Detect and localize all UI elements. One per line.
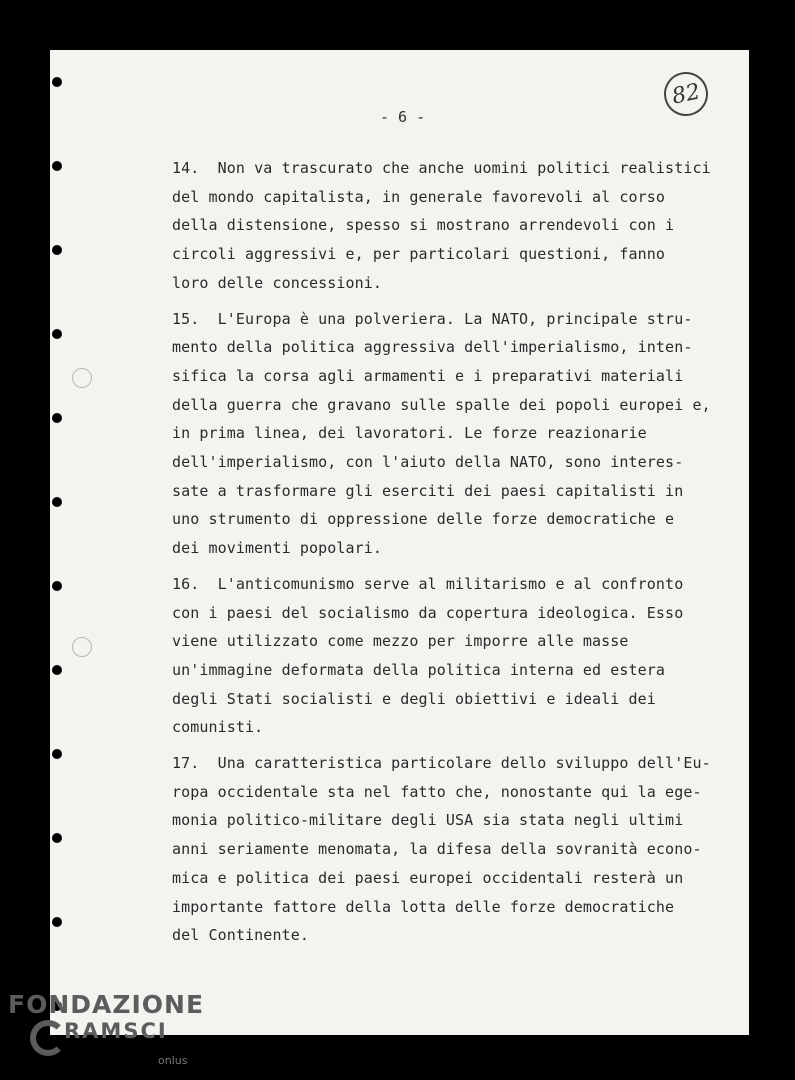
binder-hole bbox=[52, 245, 62, 255]
text-line: 15. L'Europa è una polveriera. La NATO, principale stru- bbox=[172, 309, 693, 328]
binder-hole bbox=[52, 665, 62, 675]
punch-ring-mark bbox=[72, 368, 92, 388]
text-line: sifica la corsa agli armamenti e i preparativi materiali bbox=[172, 366, 684, 385]
text-line: mento della politica aggressiva dell'imperialismo, inten- bbox=[172, 338, 693, 357]
watermark-line2: RAMSCI bbox=[64, 1019, 168, 1043]
text-line: anni seriamente menomata, la difesa della sovranità econo- bbox=[172, 840, 702, 859]
binder-hole bbox=[52, 581, 62, 591]
text-line: monia politico-militare degli USA sia stata negli ultimi bbox=[172, 811, 684, 830]
text-line: un'immagine deformata della politica interna ed estera bbox=[172, 660, 666, 679]
binder-hole bbox=[52, 833, 62, 843]
text-line: sate a trasformare gli eserciti dei paesi capitalisti in bbox=[172, 481, 684, 500]
punch-ring-mark bbox=[72, 637, 92, 657]
text-line: 16. L'anticomunismo serve al militarismo e al confronto bbox=[172, 574, 684, 593]
watermark bbox=[8, 990, 205, 1067]
binder-hole bbox=[52, 329, 62, 339]
text-line: degli Stati socialisti e degli obiettivi e ideali dei bbox=[172, 689, 656, 708]
binder-hole bbox=[52, 749, 62, 759]
paragraph-17 bbox=[172, 749, 732, 950]
binder-hole bbox=[52, 497, 62, 507]
text-line: viene utilizzato come mezzo per imporre alle masse bbox=[172, 632, 629, 651]
text-line: dell'imperialismo, con l'aiuto della NATO, sono interes- bbox=[172, 453, 684, 472]
binder-hole bbox=[52, 413, 62, 423]
document-body bbox=[172, 154, 732, 957]
text-line: del mondo capitalista, in generale favorevoli al corso bbox=[172, 187, 666, 206]
binder-hole bbox=[52, 77, 62, 87]
page-number: - 6 - bbox=[380, 108, 426, 126]
paragraph-14 bbox=[172, 154, 732, 298]
text-line: 17. Una caratteristica particolare dello sviluppo dell'Eu- bbox=[172, 754, 711, 773]
text-line: ropa occidentale sta nel fatto che, nonostante qui la ege- bbox=[172, 782, 702, 801]
text-line: in prima linea, dei lavoratori. Le forze reazionarie bbox=[172, 424, 647, 443]
text-line: dei movimenti popolari. bbox=[172, 539, 383, 558]
binder-hole bbox=[52, 161, 62, 171]
text-line: importante fattore della lotta delle forze democratiche bbox=[172, 897, 675, 916]
text-line: con i paesi del socialismo da copertura ideologica. Esso bbox=[172, 603, 684, 622]
watermark-line3: onlus bbox=[158, 1054, 188, 1067]
text-line: 14. Non va trascurato che anche uomini politici realistici bbox=[172, 159, 711, 177]
text-line: circoli aggressivi e, per particolari questioni, fanno bbox=[172, 245, 666, 264]
watermark-line1: FONDAZIONE bbox=[8, 990, 205, 1019]
text-line: della guerra che gravano sulle spalle dei popoli europei e, bbox=[172, 395, 711, 414]
text-line: loro delle concessioni. bbox=[172, 273, 383, 292]
paragraph-16 bbox=[172, 570, 732, 742]
text-line: della distensione, spesso si mostrano arrendevoli con i bbox=[172, 216, 675, 235]
paragraph-15 bbox=[172, 305, 732, 563]
text-line: del Continente. bbox=[172, 926, 309, 945]
watermark-logo-icon bbox=[30, 1020, 66, 1056]
archive-stamp: 82 bbox=[660, 68, 712, 120]
text-line: comunisti. bbox=[172, 718, 264, 737]
binder-hole bbox=[52, 917, 62, 927]
text-line: uno strumento di oppressione delle forze democratiche e bbox=[172, 510, 675, 529]
text-line: mica e politica dei paesi europei occidentali resterà un bbox=[172, 868, 684, 887]
